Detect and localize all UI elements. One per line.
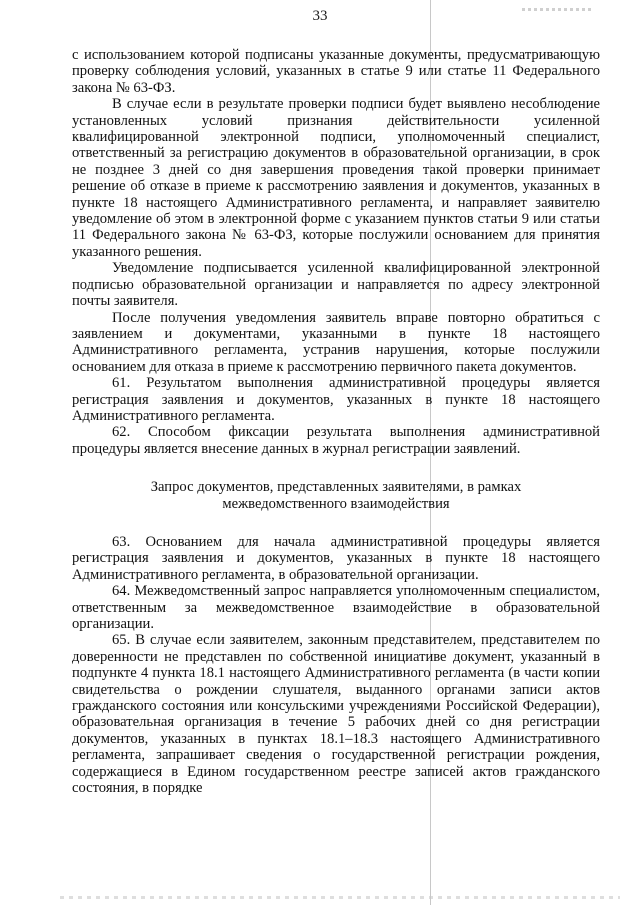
paragraph-item-61: 61. Результатом выполнения административной процедуры является регистрация заявления и документов, указанных в пункте 18 настоящего Административного регламента.	[72, 375, 600, 424]
page-number: 33	[312, 8, 328, 24]
paragraph-item-62: 62. Способом фиксации результата выполнения административной процедуры является внесение данных в журнал регистрации заявлений.	[72, 424, 600, 457]
paragraph-continuation: с использованием которой подписаны указанные документы, предусматривающую проверку соблюдения условий, указанных в статье 9 или статье 11 Федерального закона № 63-ФЗ.	[72, 47, 600, 96]
paragraph-resubmission: После получения уведомления заявитель вправе повторно обратиться с заявлением и документами, указанными в пункте 18 настоящего Административного регламента, устранив нарушения, которые послужили основанием для отказа в приеме к рассмотрению первичного пакета документов.	[72, 309, 600, 375]
section-heading: Запрос документов, представленных заявителями, в рамках межведомственного взаимодействия	[150, 479, 522, 512]
paragraph-item-65: 65. В случае если заявителем, законным представителем, представителем по доверенности не представлен по собственной инициативе документ, указанный в подпункте 4 пункта 18.1 настоящего Административного регламента (в части копии свидетельства о рождении слушателя, выданного органами записи актов гражданского состояния или консульскими учреждениями Российской Федерации), образовательная организация в течение 5 рабочих дней со дня регистрации документов, указанных в пунктах 18.1–18.3 настоящего Административного регламента, запрашивает сведения о государственной регистрации рождения, содержащиеся в Едином государственном реестре записей актов гражданского состояния, в порядке	[72, 632, 600, 797]
paragraph-item-63: 63. Основанием для начала административной процедуры является регистрация заявления и документов, указанных в пункте 18 настоящего Административного регламента, в образовательной организации.	[72, 533, 600, 583]
document-body	[72, 47, 600, 796]
paragraph-item-64: 64. Межведомственный запрос направляется уполномоченным специалистом, ответственным за межведомственное взаимодействие в образовательной организации.	[72, 583, 600, 632]
paragraph-notification-signing: Уведомление подписывается усиленной квалифицированной электронной подписью образовательной организации и направляется по адресу электронной почты заявителя.	[72, 260, 600, 310]
scan-artifact-bottom	[60, 896, 620, 899]
paragraph-signature-check-failure: В случае если в результате проверки подписи будет выявлено несоблюдение установленных условий признания действительности усиленной квалифицированной электронной подписи, уполномоченный специалист, ответственный за регистрацию документов в образовательной организации, в срок не позднее 3 дней со дня завершения проведения такой проверки принимает решение об отказе в приеме к рассмотрению заявления и документов, указанных в пункте 18 настоящего Административного регламента, и направляет заявителю уведомление об этом в электронной форме с указанием пунктов статьи 9 или статьи 11 Федерального закона № 63-ФЗ, которые послужили основанием для принятия указанного решения.	[72, 96, 600, 260]
